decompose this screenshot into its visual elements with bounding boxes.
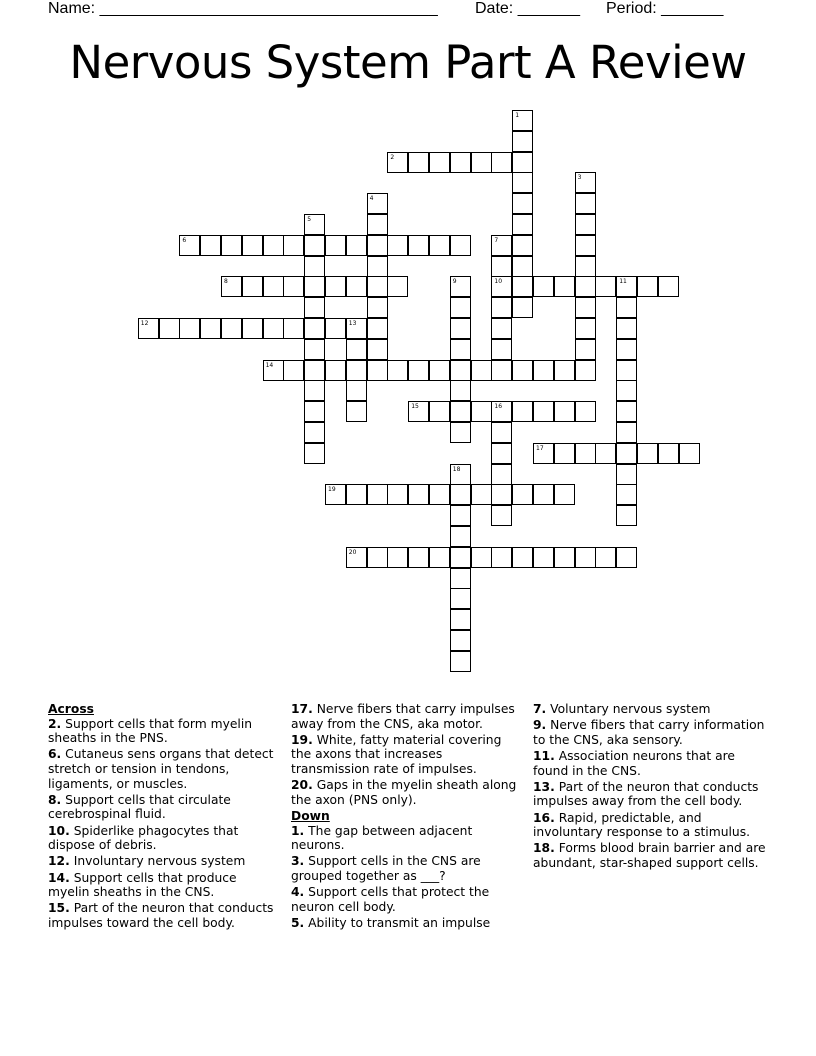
clue-item [291, 824, 523, 853]
crossword-cell[interactable] [367, 193, 388, 214]
clue-number-label: 5. [291, 915, 305, 930]
crossword-cell[interactable] [325, 360, 346, 381]
crossword-cell[interactable] [491, 152, 512, 173]
clue-number: 5 [307, 216, 312, 223]
crossword-cell[interactable] [346, 401, 367, 422]
crossword-cell[interactable] [387, 152, 408, 173]
crossword-cell[interactable] [450, 360, 471, 381]
crossword-cell[interactable] [138, 318, 159, 339]
crossword-cell[interactable] [616, 360, 637, 381]
crossword-cell[interactable] [471, 484, 492, 505]
crossword-cell[interactable] [491, 297, 512, 318]
crossword-cell[interactable] [554, 401, 575, 422]
name-field[interactable]: Name: ______________________________________ [48, 0, 438, 17]
crossword-cell[interactable] [491, 505, 512, 526]
crossword-cell[interactable] [367, 297, 388, 318]
clue-text: Cutaneus sens organs that detect stretch or tension in tendons, ligaments, or muscles. [48, 747, 274, 791]
crossword-cell[interactable] [450, 505, 471, 526]
clue-text: Association neurons that are found in the CNS. [533, 748, 735, 778]
clue-number: 20 [348, 548, 357, 556]
crossword-cell[interactable] [471, 401, 492, 422]
crossword-cell[interactable] [575, 339, 596, 360]
crossword-cell[interactable] [179, 318, 200, 339]
crossword-cell[interactable] [408, 401, 429, 422]
crossword-cell[interactable] [263, 318, 284, 339]
clue-number: 18 [452, 465, 461, 473]
clue-text: Nerve fibers that carry information to the CNS, aka sensory. [533, 718, 765, 747]
clue-number: 4 [369, 195, 374, 203]
clue-number: 1 [515, 112, 520, 119]
crossword-cell[interactable] [263, 360, 284, 381]
clue-number-label: 19. [291, 732, 313, 747]
crossword-cell[interactable] [658, 276, 679, 297]
crossword-cell[interactable] [616, 380, 637, 401]
clue-text: Part of the neuron that conducts impulses toward the cell body. [48, 901, 274, 930]
crossword-cell[interactable] [242, 318, 263, 339]
date-field[interactable]: Date: _______ [475, 0, 580, 17]
crossword-cell[interactable] [367, 547, 388, 568]
clue-text: Ability to transmit an impulse [304, 915, 491, 930]
crossword-cell[interactable] [450, 464, 471, 485]
crossword-cell[interactable] [533, 401, 554, 422]
clue-text: Forms blood brain barrier and are abundant, star-shaped support cells. [533, 841, 766, 870]
crossword-cell[interactable] [533, 276, 554, 297]
crossword-cell[interactable] [367, 256, 388, 277]
clue-text: White, fatty material covering the axons that increases transmission rate of impulses. [291, 732, 502, 776]
crossword-cell[interactable] [512, 110, 533, 131]
crossword-cell[interactable] [304, 297, 325, 318]
crossword-cell[interactable] [346, 339, 367, 360]
crossword-cell[interactable] [450, 526, 471, 547]
crossword-cell[interactable] [221, 235, 242, 256]
clue-number-label: 8. [48, 792, 62, 807]
clue-number-label: 2. [48, 716, 62, 731]
crossword-cell[interactable] [512, 547, 533, 568]
clue-item [48, 854, 280, 869]
crossword-cell[interactable] [491, 443, 512, 464]
crossword-cell[interactable] [491, 547, 512, 568]
clue-text: Spiderlike phagocytes that dispose of debris. [48, 823, 239, 853]
clue-item [533, 718, 769, 747]
crossword-cell[interactable] [512, 131, 533, 152]
crossword-cell[interactable] [491, 256, 512, 277]
clue-number-label: 15. [48, 901, 70, 916]
crossword-cell[interactable] [159, 318, 180, 339]
clue-number: 7 [494, 236, 499, 244]
crossword-cell[interactable] [367, 214, 388, 235]
crossword-cell[interactable] [575, 256, 596, 277]
crossword-cell[interactable] [471, 360, 492, 381]
clue-number: 6 [182, 236, 187, 244]
crossword-cell[interactable] [408, 360, 429, 381]
clue-text: Rapid, predictable, and involuntary response to a stimulus. [533, 810, 751, 840]
crossword-cell[interactable] [554, 360, 575, 381]
clue-item [533, 702, 769, 717]
crossword-cell[interactable] [242, 276, 263, 297]
clue-number-label: 4. [291, 885, 305, 900]
crossword-cell[interactable] [304, 422, 325, 443]
clue-text: Support cells that circulate cerebrospinal fluid. [48, 792, 231, 822]
crossword-cell[interactable] [575, 276, 596, 297]
crossword-cell[interactable] [408, 484, 429, 505]
crossword-cell[interactable] [595, 276, 616, 297]
crossword-cell[interactable] [408, 152, 429, 173]
crossword-cell[interactable] [491, 422, 512, 443]
crossword-cell[interactable] [616, 297, 637, 318]
crossword-cell[interactable] [387, 484, 408, 505]
crossword-cell[interactable] [325, 235, 346, 256]
crossword-cell[interactable] [450, 484, 471, 505]
crossword-cell[interactable] [283, 235, 304, 256]
crossword-cell[interactable] [450, 380, 471, 401]
clue-number-label: 13. [533, 779, 555, 794]
clue-number: 8 [224, 278, 228, 286]
clue-item [48, 793, 280, 822]
crossword-cell[interactable] [450, 547, 471, 568]
crossword-cell[interactable] [512, 152, 533, 173]
crossword-cell[interactable] [616, 464, 637, 485]
crossword-cell[interactable] [450, 318, 471, 339]
crossword-cell[interactable] [450, 568, 471, 589]
clues-column-1 [48, 702, 280, 932]
clue-number: 16 [494, 403, 503, 411]
crossword-cell[interactable] [304, 276, 325, 297]
crossword-cell[interactable] [450, 152, 471, 173]
crossword-cell[interactable] [554, 443, 575, 464]
crossword-cell[interactable] [471, 547, 492, 568]
crossword-cell[interactable] [616, 318, 637, 339]
clue-item [48, 871, 280, 900]
clue-number-label: 1. [291, 823, 305, 838]
crossword-cell[interactable] [575, 214, 596, 235]
clue-item [291, 916, 523, 931]
crossword-cell[interactable] [221, 276, 242, 297]
page-title: Nervous System Part A Review [69, 36, 747, 89]
crossword-cell[interactable] [491, 484, 512, 505]
clue-number-label: 16. [533, 810, 555, 825]
crossword-cell[interactable] [304, 318, 325, 339]
crossword-cell[interactable] [429, 235, 450, 256]
crossword-cell[interactable] [346, 547, 367, 568]
crossword-cell[interactable] [450, 276, 471, 297]
clue-number: 15 [411, 403, 419, 411]
crossword-cell[interactable] [575, 235, 596, 256]
clue-number: 2 [390, 153, 395, 161]
clue-text: Voluntary nervous system [546, 702, 711, 716]
crossword-cell[interactable] [533, 484, 554, 505]
crossword-cell[interactable] [367, 484, 388, 505]
crossword-cell[interactable] [367, 318, 388, 339]
crossword-cell[interactable] [450, 401, 471, 422]
crossword-cell[interactable] [304, 235, 325, 256]
crossword-cell[interactable] [450, 339, 471, 360]
crossword-cell[interactable] [429, 152, 450, 173]
crossword-cell[interactable] [637, 276, 658, 297]
clue-item [48, 747, 280, 791]
crossword-cell[interactable] [450, 588, 471, 609]
crossword-cell[interactable] [491, 235, 512, 256]
crossword-cell[interactable] [575, 172, 596, 193]
crossword-cell[interactable] [554, 276, 575, 297]
crossword-cell[interactable] [450, 422, 471, 443]
crossword-cell[interactable] [450, 630, 471, 651]
crossword-cell[interactable] [450, 235, 471, 256]
crossword-cell[interactable] [450, 297, 471, 318]
clue-text: The gap between adjacent neurons. [291, 823, 473, 853]
clue-item [48, 717, 280, 746]
clues-column-3 [533, 702, 769, 872]
clue-number-label: 18. [533, 841, 555, 856]
crossword-cell[interactable] [616, 484, 637, 505]
crossword-cell[interactable] [200, 235, 221, 256]
clue-number-label: 11. [533, 748, 555, 763]
clue-item [291, 702, 523, 731]
crossword-cell[interactable] [616, 422, 637, 443]
crossword-cell[interactable] [367, 339, 388, 360]
clue-number-label: 7. [533, 702, 547, 716]
clue-number: 17 [536, 444, 544, 452]
crossword-cell[interactable] [512, 484, 533, 505]
crossword-cell[interactable] [367, 360, 388, 381]
crossword-cell[interactable] [304, 339, 325, 360]
crossword-cell[interactable] [304, 380, 325, 401]
crossword-cell[interactable] [325, 484, 346, 505]
crossword-cell[interactable] [304, 214, 325, 235]
crossword-cell[interactable] [595, 547, 616, 568]
period-field[interactable]: Period: _______ [606, 0, 724, 17]
clue-number-label: 20. [291, 778, 313, 793]
crossword-cell[interactable] [387, 276, 408, 297]
clue-number-label: 14. [48, 870, 70, 885]
clue-text: Part of the neuron that conducts impulses away from the cell body. [533, 779, 759, 809]
crossword-cell[interactable] [408, 547, 429, 568]
clue-text: Nerve fibers that carry impulses away from the CNS, aka motor. [291, 702, 515, 731]
clue-item [533, 841, 769, 870]
crossword-cell[interactable] [263, 235, 284, 256]
crossword-cell[interactable] [471, 152, 492, 173]
crossword-cell[interactable] [575, 443, 596, 464]
crossword-cell[interactable] [429, 484, 450, 505]
crossword-cell[interactable] [304, 256, 325, 277]
crossword-cell[interactable] [346, 235, 367, 256]
crossword-cell[interactable] [575, 360, 596, 381]
crossword-cell[interactable] [595, 443, 616, 464]
crossword-cell[interactable] [450, 651, 471, 672]
clue-text: Gaps in the myelin sheath along the axon (PNS only). [291, 778, 517, 807]
crossword-cell[interactable] [450, 609, 471, 630]
crossword-cell[interactable] [491, 464, 512, 485]
crossword-cell[interactable] [325, 276, 346, 297]
crossword-cell[interactable] [346, 318, 367, 339]
crossword-cell[interactable] [512, 360, 533, 381]
crossword-cell[interactable] [512, 256, 533, 277]
crossword-cell[interactable] [367, 235, 388, 256]
clue-number-label: 6. [48, 747, 62, 762]
clue-number: 12 [140, 320, 149, 327]
crossword-cell[interactable] [512, 276, 533, 297]
clue-number: 14 [265, 361, 274, 369]
crossword-cell[interactable] [304, 360, 325, 381]
crossword-cell[interactable] [554, 484, 575, 505]
clue-number: 10 [494, 278, 503, 286]
crossword-cell[interactable] [304, 443, 325, 464]
crossword-cell[interactable] [283, 318, 304, 339]
crossword-cell[interactable] [575, 401, 596, 422]
clue-item [291, 778, 523, 807]
clue-number: 3 [577, 174, 582, 182]
crossword-cell[interactable] [429, 401, 450, 422]
crossword-cell[interactable] [575, 547, 596, 568]
clue-number-label: 17. [291, 702, 313, 716]
crossword-cell[interactable] [533, 547, 554, 568]
clues-column-2 [291, 702, 523, 932]
crossword-cell[interactable] [575, 193, 596, 214]
clue-item [533, 780, 769, 809]
crossword-cell[interactable] [429, 547, 450, 568]
crossword-cell[interactable] [346, 484, 367, 505]
crossword-cell[interactable] [387, 360, 408, 381]
crossword-cell[interactable] [387, 235, 408, 256]
crossword-cell[interactable] [575, 297, 596, 318]
crossword-cell[interactable] [346, 276, 367, 297]
crossword-cell[interactable] [346, 380, 367, 401]
clue-number: 9 [452, 278, 457, 286]
crossword-cell[interactable] [616, 547, 637, 568]
clue-text: Involuntary nervous system [69, 854, 246, 869]
crossword-cell[interactable] [346, 360, 367, 381]
crossword-cell[interactable] [554, 547, 575, 568]
down-heading: Down [291, 808, 330, 823]
crossword-cell[interactable] [367, 276, 388, 297]
clue-text: Support cells that protect the neuron cell body. [291, 885, 490, 914]
crossword-cell[interactable] [658, 443, 679, 464]
clue-item [48, 824, 280, 853]
crossword-cell[interactable] [242, 235, 263, 256]
crossword-cell[interactable] [575, 318, 596, 339]
crossword-cell[interactable] [512, 235, 533, 256]
crossword-cell[interactable] [616, 339, 637, 360]
crossword-cell[interactable] [408, 235, 429, 256]
crossword-cell[interactable] [616, 443, 637, 464]
clue-number: 19 [328, 486, 336, 494]
clue-text: Support cells in the CNS are grouped together as ___? [291, 854, 481, 883]
crossword-cell[interactable] [304, 401, 325, 422]
crossword-cell[interactable] [491, 339, 512, 360]
crossword-cell[interactable] [533, 443, 554, 464]
crossword-cell[interactable] [429, 360, 450, 381]
crossword-cell[interactable] [512, 214, 533, 235]
crossword-cell[interactable] [387, 547, 408, 568]
clue-number: 11 [619, 278, 627, 286]
crossword-cell[interactable] [616, 276, 637, 297]
crossword-cell[interactable] [179, 235, 200, 256]
crossword-cell[interactable] [491, 276, 512, 297]
crossword-cell[interactable] [221, 318, 242, 339]
crossword-cell[interactable] [283, 360, 304, 381]
crossword-cell[interactable] [679, 443, 700, 464]
crossword-cell[interactable] [512, 193, 533, 214]
clue-number: 13 [348, 320, 357, 327]
crossword-cell[interactable] [263, 276, 284, 297]
crossword-cell[interactable] [491, 360, 512, 381]
clue-item [291, 733, 523, 777]
crossword-cell[interactable] [491, 318, 512, 339]
crossword-cell[interactable] [200, 318, 221, 339]
crossword-cell[interactable] [512, 172, 533, 193]
clue-number-label: 12. [48, 854, 70, 869]
crossword-cell[interactable] [616, 505, 637, 526]
clue-number-label: 10. [48, 823, 70, 838]
clue-item [291, 885, 523, 914]
across-heading: Across [48, 702, 94, 716]
crossword-cell[interactable] [616, 401, 637, 422]
crossword-cell[interactable] [325, 318, 346, 339]
crossword-cell[interactable] [637, 443, 658, 464]
crossword-cell[interactable] [512, 297, 533, 318]
crossword-cell[interactable] [491, 401, 512, 422]
crossword-cell[interactable] [283, 276, 304, 297]
clue-item [48, 901, 280, 930]
clue-number-label: 9. [533, 718, 547, 733]
clue-text: Support cells that produce myelin sheaths in the CNS. [48, 870, 237, 900]
clue-item [533, 749, 769, 778]
clue-item [533, 811, 769, 840]
clue-number-label: 3. [291, 854, 305, 869]
crossword-cell[interactable] [512, 401, 533, 422]
crossword-cell[interactable] [533, 360, 554, 381]
clue-item [291, 854, 523, 883]
clue-text: Support cells that form myelin sheaths in the PNS. [48, 716, 253, 746]
